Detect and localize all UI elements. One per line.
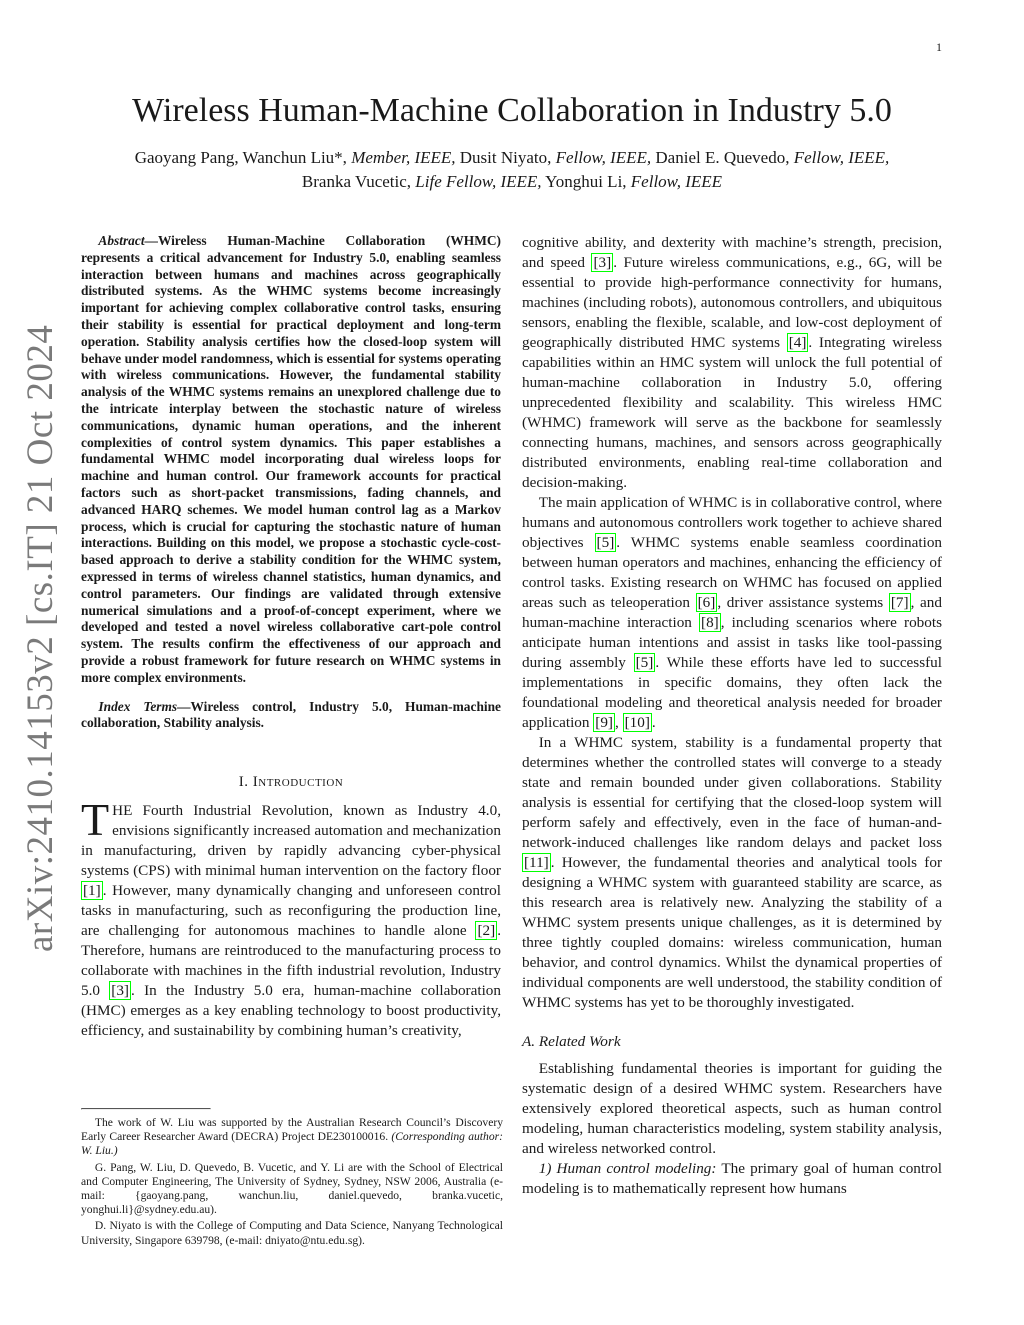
related-work-paragraph-2	[522, 1159, 942, 1199]
paragraph-text: . WHMC systems enable seamless coordination between human operators and machines, enhancing the efficiency of control tasks. Existing research on WHMC has focused on applied areas such as teleoperation	[522, 534, 943, 611]
author-names: Gaoyang Pang, Wanchun Liu*,	[134, 148, 352, 167]
citation-link[interactable]: [1]	[83, 882, 101, 900]
drop-cap: T	[81, 794, 110, 846]
left-column	[81, 233, 501, 1041]
abstract-label: Abstract	[98, 233, 145, 248]
paragraph-text: , driver assistance systems	[717, 594, 889, 611]
citation-link[interactable]: [10]	[624, 714, 650, 731]
paragraph-text: . While these efforts have led to successful implementations in specific domains, they often lack the foundational modeling and theoretical analysis needed for broader application	[522, 654, 942, 731]
author-role: Fellow, IEEE	[630, 172, 723, 191]
paragraph-text: cognitive ability, and dexterity with machine’s strength, precision, and speed	[522, 234, 942, 271]
footnote-affiliation-ntu: D. Niyato is with the College of Computing and Data Science, Nanyang Technological University, Singapore 639798, (e-mail: dniyato@ntu.edu.sg).	[81, 1219, 503, 1247]
paragraph-text: , including scenarios where robots anticipate human intentions and assist in tasks like tool-passing during assembly	[522, 614, 942, 671]
citation-link[interactable]: [5]	[596, 534, 615, 551]
author-list	[80, 146, 944, 194]
page-number: 1	[936, 40, 942, 54]
author-names: Branka Vucetic,	[301, 172, 416, 191]
right-column	[522, 233, 942, 1199]
citation-link[interactable]: [8]	[701, 614, 719, 631]
paragraph-text: HE Fourth Industrial Revolution, known as Industry 4.0, envisions significantly increased automation and mechanization in manufacturing, driven by rapidly advancing cyber-physical systems (CPS) with minimal human intervention on the factory floor	[81, 802, 501, 880]
index-terms	[81, 699, 501, 733]
paragraph-run-in-heading: 1) Human control modeling:	[538, 1160, 717, 1177]
author-role: Fellow, IEEE,	[555, 148, 652, 167]
citation-link[interactable]: [11]	[524, 854, 549, 871]
paragraph-text: , and human-machine interaction	[522, 594, 942, 631]
footnote-funding	[81, 1116, 503, 1159]
paragraph-text: . Integrating wireless capabilities within an HMC system will unlock the full potential of human-machine collaboration in Industry 5.0, offering unprecedented flexibility and scalability. This wireless HMC (WHMC) framework will serve as the backbone for seamlessly connecting humans, machines, and sensors across geographically distributed environments, enabling real-time collaboration and decision-making.	[522, 334, 942, 491]
intro-paragraph-1	[81, 794, 501, 1041]
intro-paragraph-2	[522, 493, 942, 733]
index-terms-label: Index Terms	[98, 698, 178, 714]
footnotes	[81, 1116, 503, 1250]
footnote-affiliation-sydney: G. Pang, W. Liu, D. Quevedo, B. Vucetic, and Y. Li are with the School of Electrical and Computer Engineering, The University of Sydney, Sydney, NSW 2006, Australia (e-mail: {gaoyang.pang, wanchun.liu, daniel.quevedo, branka.vucetic, yonghui.li}@sydney.edu.au).	[81, 1160, 503, 1217]
citation-link[interactable]: [3]	[111, 982, 129, 1000]
citation-link[interactable]: [5]	[635, 654, 654, 671]
citation-link[interactable]: [3]	[593, 254, 612, 271]
paragraph-text: . Future wireless communications, e.g., 6G, will be essential to provide high-performance connectivity for humans, machines (including robots), autonomous controllers, and ubiquitous sensors, enabling the flexible, scalable, and low-cost deployment of geographically distributed HMC systems	[522, 254, 942, 351]
paragraph-text: . However, many dynamically changing and unforeseen control tasks in manufacturing, such as reconfiguring the production line, are challenging for autonomous machines to handle alone	[81, 882, 501, 940]
footnote-corresponding-author: (Corresponding author: W. Liu.)	[81, 1130, 503, 1158]
paragraph-text: . However, the fundamental theories and analytical tools for designing a WHMC system with guaranteed stability are scarce, as this research area is relatively new. Analyzing the stability of a WHMC system presents unique challenges, as it is determined by three tightly coupled domains: wireless communication, human behavior, and control dynamics. Whilst the dynamical properties of individual components are well understood, the stability condition of WHMC systems has yet to be thoroughly investigated.	[522, 854, 942, 1011]
citation-link[interactable]: [4]	[788, 334, 807, 351]
intro-paragraph-3	[522, 733, 942, 1013]
paragraph-text: . In the Industry 5.0 era, human-machine collaboration (HMC) emerges as a key enabling technology to boost productivity, efficiency, and sustainability by combining human’s creativity,	[81, 982, 501, 1040]
author-names: Dusit Niyato,	[455, 148, 556, 167]
author-names: Yonghui Li,	[541, 172, 631, 191]
author-role: Member, IEEE,	[351, 148, 456, 167]
paragraph-text: The main application of WHMC is in collaborative control, where humans and autonomous controllers work together to achieve shared objectives	[522, 494, 942, 551]
paragraph-text: ,	[615, 714, 623, 731]
footnote-divider	[81, 1108, 211, 1110]
author-names: Daniel E. Quevedo,	[651, 148, 794, 167]
paragraph-text: . Therefore, humans are reintroduced to the manufacturing process to collaborate with machines in the fifth industrial revolution, Industry 5.0	[81, 922, 501, 1000]
paragraph-text: In a WHMC system, stability is a fundamental property that determines whether the controlled states will converge to a steady state and remain bounded under given collaborations. Stability analysis is essential for certifying that the closed-loop system will perform safely and effectively, even in the face of human-and-network-induced challenges like random delays and packet loss	[522, 734, 942, 851]
section-heading-introduction: I. Introduction	[238, 774, 344, 791]
author-role: Life Fellow, IEEE,	[415, 172, 542, 191]
intro-paragraph-1-continued	[522, 233, 942, 493]
citation-link[interactable]: [7]	[890, 594, 909, 611]
author-role: Fellow, IEEE,	[793, 148, 890, 167]
paragraph-text: The primary goal of human control modeling is to mathematically represent how humans	[522, 1160, 942, 1197]
abstract	[81, 233, 501, 687]
citation-link[interactable]: [6]	[697, 594, 716, 611]
footnote-text: The work of W. Liu was supported by the Australian Research Council’s Discovery Early Career Researcher Award (DECRA) Project DE230100016.	[81, 1116, 503, 1144]
index-terms-text: —Wireless control, Industry 5.0, Human-machine collaboration, Stability analysis.	[81, 698, 501, 731]
related-work-paragraph-1: Establishing fundamental theories is important for guiding the systematic design of a desired WHMC system. Researchers have extensively explored theoretical aspects, such as human control modeling, human characteristics modeling, system stability analysis, and wireless networked control.	[522, 1060, 942, 1157]
citation-link[interactable]: [9]	[595, 714, 613, 731]
paper-title: Wireless Human-Machine Collaboration in Industry 5.0	[132, 92, 892, 129]
arxiv-identifier-stamp: arXiv:2410.14153v2 [cs.IT] 21 Oct 2024	[20, 324, 61, 952]
abstract-text: —Wireless Human-Machine Collaboration (WHMC) represents a critical advancement for Industry 5.0, enabling seamless interaction between humans and machines across geographically distributed systems. As the WHMC systems become increasingly important for achieving complex collaborative control tasks, ensuring their stability is essential for practical deployment and long-term operation. Stability analysis certifies how the closed-loop system will behave under model randomness, which is essential for systems operating with wireless communications. However, the fundamental stability analysis of the WHMC systems remains an unexplored challenge due to the intricate interplay between the stochastic nature of wireless communications, dynamic human operations, and the inherent complexities of control system dynamics. This paper establishes a fundamental WHMC model incorporating dual wireless loops for machine and human control. Our framework accounts for practical factors such as short-packet transmissions, fading channels, and advanced HARQ schemes. We model human control lag as a Markov process, which is crucial for capturing the stochastic nature of human interactions. Building on this model, we propose a stochastic cycle-cost-based approach to derive a stability condition for the WHMC system, expressed in terms of wireless channel statistics, human dynamics, and control parameters. Our findings are validated through extensive numerical simulations and a proof-of-concept experiment, where we developed and tested a novel wireless collaborative cart-pole control system. The results confirm the effectiveness of our approach and provide a robust framework for future research on WHMC systems in more complex environments.	[81, 233, 501, 685]
paragraph-text: .	[651, 714, 656, 731]
citation-link[interactable]: [2]	[477, 922, 496, 940]
subsection-heading-related-work: A. Related Work	[522, 1033, 621, 1050]
